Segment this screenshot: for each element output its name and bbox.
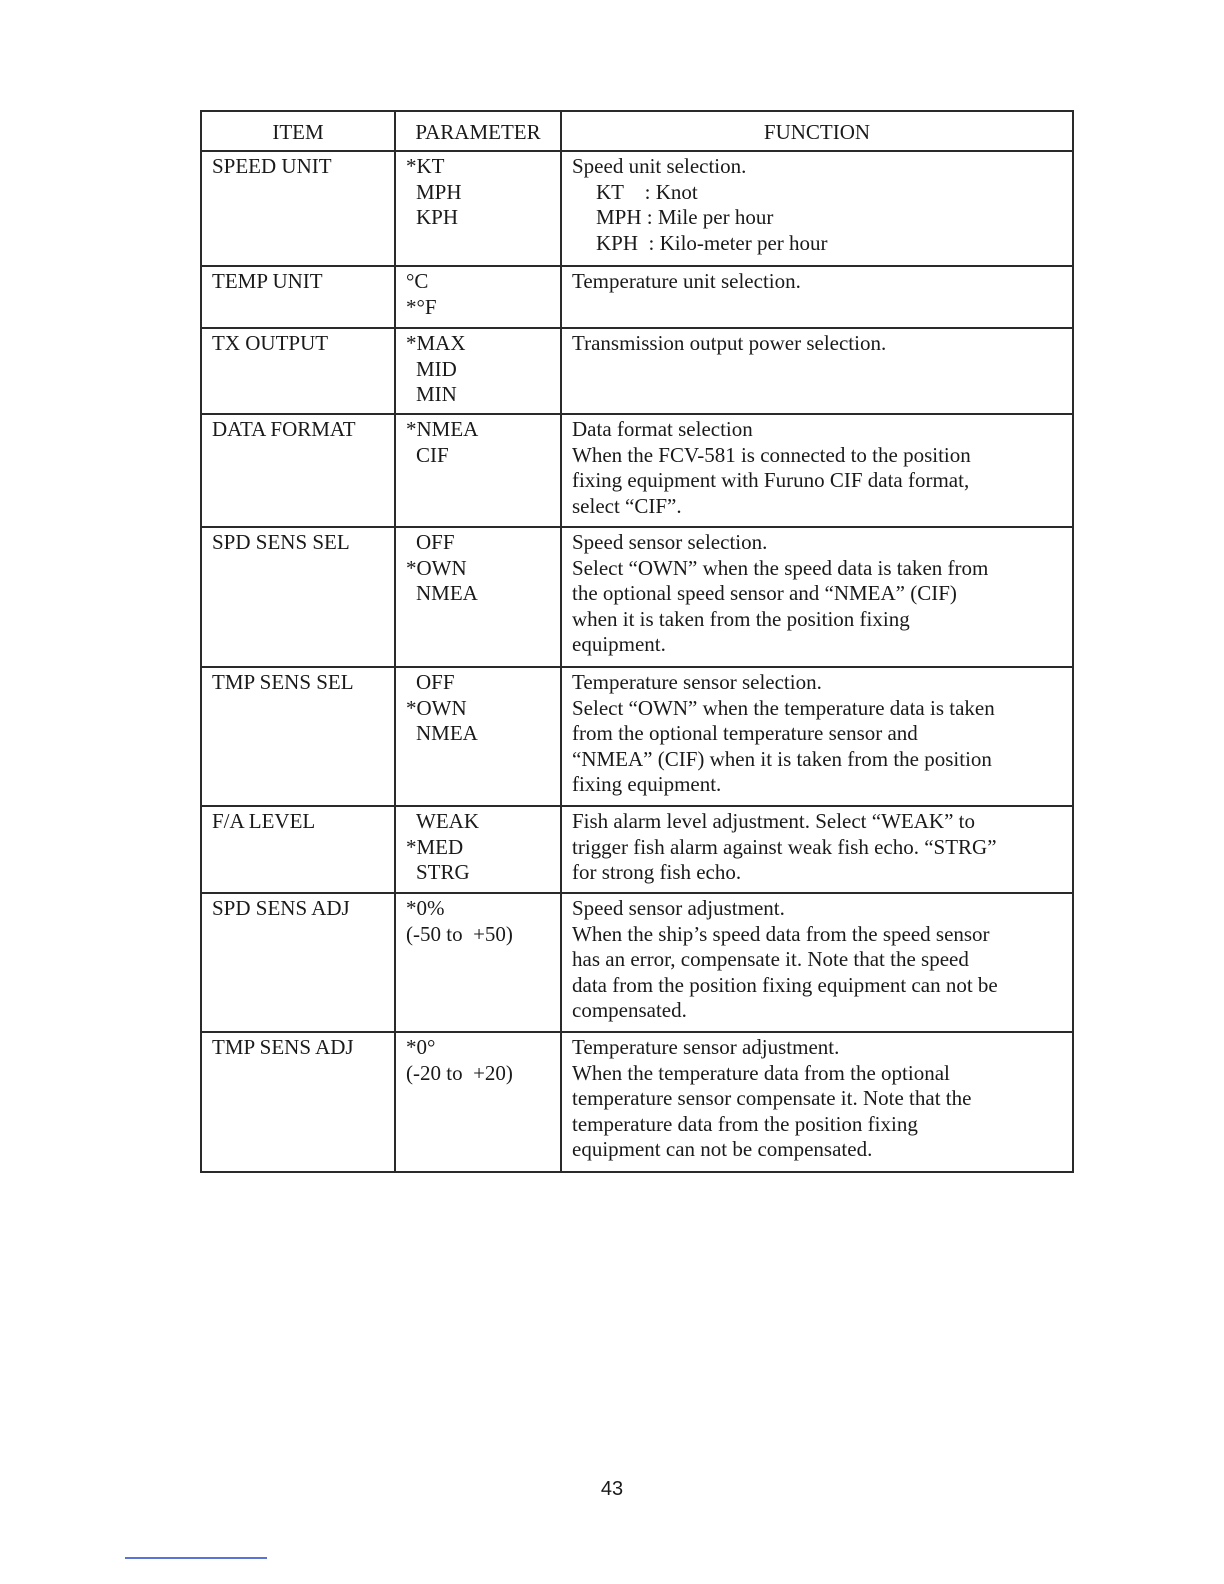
parameter-value: *KT <box>406 154 445 178</box>
table-row <box>201 893 1073 1032</box>
function-line: Transmission output power selection. <box>572 331 887 355</box>
table-row <box>201 527 1073 667</box>
function-line: Select “OWN” when the speed data is taken from <box>572 555 989 580</box>
parameter-value: *OWN <box>406 555 467 580</box>
function-line: temperature sensor compensate it. Note that the <box>572 1086 972 1110</box>
function-cell <box>561 1032 1073 1172</box>
function-line: trigger fish alarm against weak fish echo. “STRG” <box>572 834 997 859</box>
function-line: When the ship’s speed data from the speed sensor <box>572 921 990 946</box>
item-cell: SPD SENS SEL <box>201 527 395 667</box>
parameter-cell <box>395 527 561 667</box>
function-cell <box>561 151 1073 266</box>
function-line: fixing equipment with Furuno CIF data format, <box>572 468 970 492</box>
item-cell: TMP SENS SEL <box>201 667 395 806</box>
parameter-value: MPH <box>416 179 462 204</box>
parameter-value: *MAX <box>406 331 466 355</box>
parameter-cell <box>395 151 561 266</box>
table-row <box>201 1032 1073 1172</box>
parameter-cell <box>395 414 561 527</box>
parameter-value: *°F <box>406 294 437 319</box>
function-cell <box>561 328 1073 414</box>
function-line: equipment can not be compensated. <box>572 1137 873 1161</box>
parameter-cell <box>395 328 561 414</box>
function-line: data from the position fixing equipment can not be <box>572 972 998 997</box>
item-cell: SPEED UNIT <box>201 151 395 266</box>
function-line: KPH : Kilo-meter per hour <box>596 230 828 255</box>
parameter-value: NMEA <box>416 581 478 605</box>
page-number: 43 <box>600 1478 624 1500</box>
parameter-value: °C <box>406 269 429 293</box>
function-line: temperature data from the position fixing <box>572 1111 918 1136</box>
function-line: Temperature sensor adjustment. <box>572 1035 840 1059</box>
settings-table <box>200 110 1074 1173</box>
function-line: the optional speed sensor and “NMEA” (CIF) <box>572 581 957 605</box>
function-line: Data format selection <box>572 417 753 441</box>
function-cell <box>561 667 1073 806</box>
parameter-value: (-20 to +20) <box>406 1060 513 1085</box>
parameter-value: NMEA <box>416 721 478 745</box>
table-header-row <box>201 111 1073 151</box>
parameter-value: KPH <box>416 205 459 229</box>
item-cell: TX OUTPUT <box>201 328 395 414</box>
table-row <box>201 414 1073 527</box>
parameter-value: MID <box>416 356 457 381</box>
function-line: MPH : Mile per hour <box>596 205 774 229</box>
parameter-value: (-50 to +50) <box>406 921 513 946</box>
parameter-value: STRG <box>416 860 470 884</box>
parameter-cell <box>395 1032 561 1172</box>
item-cell: SPD SENS ADJ <box>201 893 395 1032</box>
parameter-value: OFF <box>416 530 455 554</box>
function-line: for strong fish echo. <box>572 860 742 884</box>
function-line: has an error, compensate it. Note that the speed <box>572 947 969 971</box>
function-line: fixing equipment. <box>572 772 722 796</box>
parameter-cell <box>395 806 561 893</box>
parameter-value: *NMEA <box>406 417 479 441</box>
function-line: when it is taken from the position fixing <box>572 606 910 631</box>
header-item: ITEM <box>201 111 395 151</box>
table-row <box>201 667 1073 806</box>
parameter-cell <box>395 266 561 328</box>
function-cell <box>561 527 1073 667</box>
function-line: Speed sensor selection. <box>572 530 768 554</box>
item-cell: F/A LEVEL <box>201 806 395 893</box>
parameter-cell <box>395 667 561 806</box>
parameter-value: *MED <box>406 834 464 859</box>
parameter-value: CIF <box>416 442 449 467</box>
parameter-value: WEAK <box>416 809 479 833</box>
header-function: FUNCTION <box>561 111 1073 151</box>
function-line: equipment. <box>572 632 666 656</box>
function-line: Select “OWN” when the temperature data is taken <box>572 695 995 720</box>
parameter-value: OFF <box>416 670 455 694</box>
function-line: KT : Knot <box>596 179 698 204</box>
function-line: Speed unit selection. <box>572 154 747 178</box>
function-line: Fish alarm level adjustment. Select “WEAK” to <box>572 809 975 833</box>
function-cell <box>561 414 1073 527</box>
function-line: When the FCV-581 is connected to the position <box>572 442 971 467</box>
header-parameter: PARAMETER <box>395 111 561 151</box>
parameter-value: MIN <box>416 382 457 406</box>
function-line: “NMEA” (CIF) when it is taken from the position <box>572 746 992 771</box>
function-line: Temperature unit selection. <box>572 269 801 293</box>
table-body <box>201 151 1073 1172</box>
function-cell <box>561 806 1073 893</box>
table-row <box>201 151 1073 266</box>
function-line: from the optional temperature sensor and <box>572 721 918 745</box>
function-cell <box>561 893 1073 1032</box>
parameter-cell <box>395 893 561 1032</box>
function-line: Temperature sensor selection. <box>572 670 822 694</box>
table-row <box>201 806 1073 893</box>
item-cell: DATA FORMAT <box>201 414 395 527</box>
parameter-value: *0% <box>406 896 445 920</box>
function-line: compensated. <box>572 998 687 1022</box>
parameter-value: *OWN <box>406 695 467 720</box>
footer-rule <box>125 1557 267 1559</box>
function-cell <box>561 266 1073 328</box>
item-cell: TMP SENS ADJ <box>201 1032 395 1172</box>
function-line: select “CIF”. <box>572 493 682 518</box>
item-cell: TEMP UNIT <box>201 266 395 328</box>
table-row <box>201 328 1073 414</box>
parameter-value: *0° <box>406 1035 436 1059</box>
function-line: Speed sensor adjustment. <box>572 896 785 920</box>
function-line: When the temperature data from the optional <box>572 1060 950 1085</box>
table-row <box>201 266 1073 328</box>
